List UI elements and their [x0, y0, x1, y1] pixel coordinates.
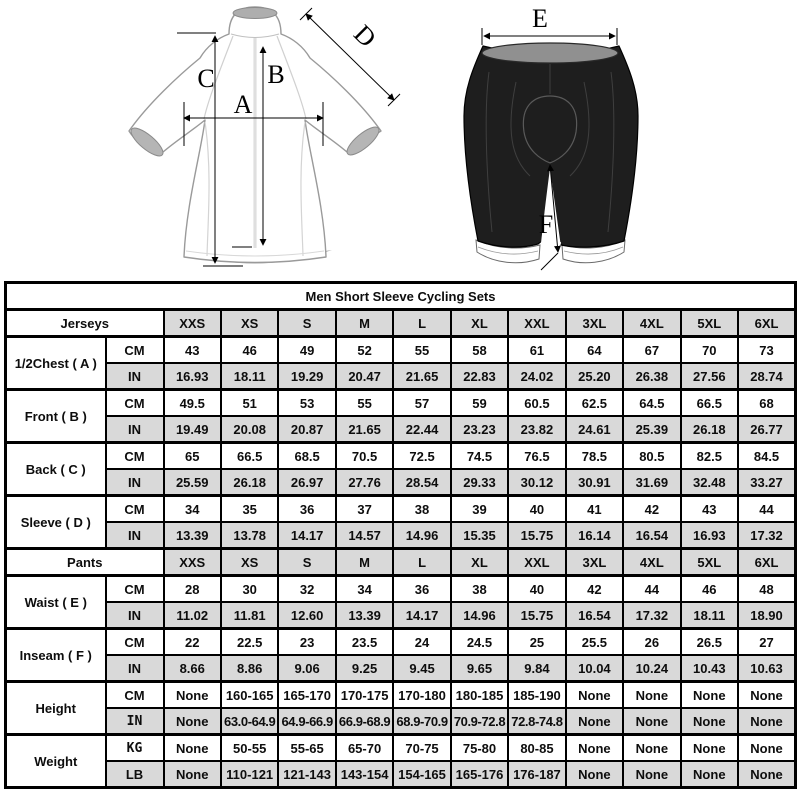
value-cell: 65-70: [336, 735, 393, 762]
value-cell: 15.35: [451, 522, 508, 549]
value-cell: 14.96: [393, 522, 450, 549]
value-cell: 80.5: [623, 443, 680, 470]
jersey-neck-opening: [233, 8, 277, 19]
unit-cell: IN: [106, 655, 164, 682]
value-cell: 14.96: [451, 602, 508, 629]
value-cell: 8.86: [221, 655, 278, 682]
value-cell: 154-165: [393, 761, 450, 788]
measure-label-b: B: [267, 60, 285, 89]
value-cell: 40: [508, 496, 565, 523]
value-cell: None: [566, 735, 623, 762]
value-cell: 18.90: [738, 602, 795, 629]
value-cell: None: [738, 708, 795, 735]
row-label-cell: Back ( C ): [6, 443, 106, 496]
value-cell: 27.56: [681, 363, 738, 390]
size-header-cell: 6XL: [738, 549, 795, 576]
value-cell: 80-85: [508, 735, 565, 762]
value-cell: 27: [738, 629, 795, 656]
value-cell: 21.65: [393, 363, 450, 390]
value-cell: 165-170: [278, 682, 335, 709]
value-cell: 10.63: [738, 655, 795, 682]
value-cell: 9.45: [393, 655, 450, 682]
value-cell: 9.06: [278, 655, 335, 682]
value-cell: 23.82: [508, 416, 565, 443]
value-cell: 70: [681, 337, 738, 364]
size-header-cell: L: [393, 310, 450, 337]
value-cell: None: [623, 735, 680, 762]
value-cell: 74.5: [451, 443, 508, 470]
value-cell: 23.5: [336, 629, 393, 656]
value-cell: 50-55: [221, 735, 278, 762]
unit-cell: KG: [106, 735, 164, 762]
size-table: [4, 281, 797, 789]
value-cell: 26.38: [623, 363, 680, 390]
value-cell: 72.8-74.8: [508, 708, 565, 735]
value-cell: 13.39: [164, 522, 221, 549]
value-cell: 8.66: [164, 655, 221, 682]
value-cell: 70.5: [336, 443, 393, 470]
value-cell: 43: [681, 496, 738, 523]
unit-cell: IN: [106, 416, 164, 443]
value-cell: None: [681, 708, 738, 735]
value-cell: None: [681, 735, 738, 762]
unit-cell: IN: [106, 363, 164, 390]
value-cell: 68.9-70.9: [393, 708, 450, 735]
size-header-cell: 4XL: [623, 310, 680, 337]
value-cell: 24.61: [566, 416, 623, 443]
value-cell: 185-190: [508, 682, 565, 709]
measure-label-f: F: [538, 210, 554, 239]
row-label-cell: Sleeve ( D ): [6, 496, 106, 549]
value-cell: 10.43: [681, 655, 738, 682]
value-cell: 28.74: [738, 363, 795, 390]
value-cell: 16.54: [566, 602, 623, 629]
value-cell: None: [164, 735, 221, 762]
value-cell: 180-185: [451, 682, 508, 709]
value-cell: 76.5: [508, 443, 565, 470]
value-cell: 16.54: [623, 522, 680, 549]
figure-canvas: [0, 0, 801, 281]
value-cell: 59: [451, 390, 508, 417]
size-header-cell: 3XL: [566, 549, 623, 576]
value-cell: 14.17: [393, 602, 450, 629]
value-cell: 16.93: [681, 522, 738, 549]
size-header-cell: L: [393, 549, 450, 576]
value-cell: 10.04: [566, 655, 623, 682]
value-cell: 75-80: [451, 735, 508, 762]
row-label-cell: Weight: [6, 735, 106, 788]
value-cell: 176-187: [508, 761, 565, 788]
value-cell: 18.11: [681, 602, 738, 629]
value-cell: 24.02: [508, 363, 565, 390]
size-table-wrap: [4, 281, 797, 789]
value-cell: 43: [164, 337, 221, 364]
value-cell: 53: [278, 390, 335, 417]
value-cell: 49: [278, 337, 335, 364]
value-cell: 23.23: [451, 416, 508, 443]
value-cell: None: [566, 682, 623, 709]
value-cell: 25.59: [164, 469, 221, 496]
size-header-cell: XXS: [164, 549, 221, 576]
value-cell: 64: [566, 337, 623, 364]
value-cell: 35: [221, 496, 278, 523]
value-cell: 44: [738, 496, 795, 523]
unit-cell: CM: [106, 682, 164, 709]
value-cell: 170-175: [336, 682, 393, 709]
value-cell: 19.49: [164, 416, 221, 443]
value-cell: 121-143: [278, 761, 335, 788]
value-cell: 26.18: [681, 416, 738, 443]
value-cell: 34: [164, 496, 221, 523]
unit-cell: CM: [106, 390, 164, 417]
value-cell: 165-176: [451, 761, 508, 788]
value-cell: 70-75: [393, 735, 450, 762]
size-header-cell: XS: [221, 310, 278, 337]
size-header-cell: S: [278, 549, 335, 576]
value-cell: 14.17: [278, 522, 335, 549]
value-cell: 30.12: [508, 469, 565, 496]
value-cell: None: [738, 682, 795, 709]
value-cell: 39: [451, 496, 508, 523]
value-cell: 38: [451, 576, 508, 603]
measurement-figures: [0, 0, 801, 281]
value-cell: 11.81: [221, 602, 278, 629]
value-cell: 67: [623, 337, 680, 364]
row-label-cell: Inseam ( F ): [6, 629, 106, 682]
measure-label-d: D: [348, 19, 382, 53]
value-cell: 55-65: [278, 735, 335, 762]
value-cell: 24.5: [451, 629, 508, 656]
value-cell: 26.18: [221, 469, 278, 496]
value-cell: 9.65: [451, 655, 508, 682]
value-cell: 21.65: [336, 416, 393, 443]
value-cell: 46: [221, 337, 278, 364]
value-cell: 64.9-66.9: [278, 708, 335, 735]
value-cell: 49.5: [164, 390, 221, 417]
value-cell: 11.02: [164, 602, 221, 629]
value-cell: 25.39: [623, 416, 680, 443]
value-cell: 110-121: [221, 761, 278, 788]
value-cell: 12.60: [278, 602, 335, 629]
value-cell: 66.5: [221, 443, 278, 470]
unit-cell: LB: [106, 761, 164, 788]
size-header-cell: XXS: [164, 310, 221, 337]
value-cell: 62.5: [566, 390, 623, 417]
value-cell: 28: [164, 576, 221, 603]
value-cell: None: [623, 682, 680, 709]
value-cell: 34: [336, 576, 393, 603]
value-cell: 16.14: [566, 522, 623, 549]
value-cell: 32.48: [681, 469, 738, 496]
value-cell: 55: [393, 337, 450, 364]
value-cell: 9.84: [508, 655, 565, 682]
value-cell: 10.24: [623, 655, 680, 682]
value-cell: 13.78: [221, 522, 278, 549]
value-cell: 17.32: [738, 522, 795, 549]
value-cell: 9.25: [336, 655, 393, 682]
size-header-cell: S: [278, 310, 335, 337]
value-cell: 82.5: [681, 443, 738, 470]
value-cell: 16.93: [164, 363, 221, 390]
value-cell: None: [164, 708, 221, 735]
size-header-cell: M: [336, 310, 393, 337]
value-cell: 33.27: [738, 469, 795, 496]
value-cell: 44: [623, 576, 680, 603]
value-cell: 27.76: [336, 469, 393, 496]
value-cell: None: [681, 682, 738, 709]
size-header-cell: 4XL: [623, 549, 680, 576]
measure-label-c: C: [197, 64, 215, 93]
value-cell: 52: [336, 337, 393, 364]
value-cell: None: [738, 735, 795, 762]
value-cell: 58: [451, 337, 508, 364]
value-cell: 65: [164, 443, 221, 470]
unit-cell: CM: [106, 443, 164, 470]
value-cell: None: [566, 761, 623, 788]
value-cell: 13.39: [336, 602, 393, 629]
value-cell: 160-165: [221, 682, 278, 709]
value-cell: 72.5: [393, 443, 450, 470]
value-cell: 18.11: [221, 363, 278, 390]
value-cell: 51: [221, 390, 278, 417]
size-header-cell: XXL: [508, 549, 565, 576]
row-label-cell: Height: [6, 682, 106, 735]
value-cell: 23: [278, 629, 335, 656]
value-cell: None: [681, 761, 738, 788]
value-cell: 66.9-68.9: [336, 708, 393, 735]
value-cell: None: [164, 761, 221, 788]
value-cell: 40: [508, 576, 565, 603]
value-cell: 17.32: [623, 602, 680, 629]
size-header-cell: XXL: [508, 310, 565, 337]
shorts-waistband: [482, 43, 618, 63]
value-cell: 170-180: [393, 682, 450, 709]
value-cell: 25.20: [566, 363, 623, 390]
unit-cell: CM: [106, 496, 164, 523]
value-cell: 66.5: [681, 390, 738, 417]
value-cell: None: [566, 708, 623, 735]
unit-cell: IN: [106, 602, 164, 629]
value-cell: 57: [393, 390, 450, 417]
value-cell: 25.5: [566, 629, 623, 656]
size-header-cell: 5XL: [681, 549, 738, 576]
value-cell: 22.44: [393, 416, 450, 443]
unit-cell: CM: [106, 337, 164, 364]
unit-cell: CM: [106, 629, 164, 656]
value-cell: 15.75: [508, 522, 565, 549]
value-cell: 61: [508, 337, 565, 364]
value-cell: 68.5: [278, 443, 335, 470]
value-cell: 48: [738, 576, 795, 603]
value-cell: None: [623, 761, 680, 788]
value-cell: None: [738, 761, 795, 788]
value-cell: 22: [164, 629, 221, 656]
value-cell: 42: [566, 576, 623, 603]
value-cell: 84.5: [738, 443, 795, 470]
measure-label-a: A: [233, 90, 253, 119]
value-cell: 73: [738, 337, 795, 364]
value-cell: None: [623, 708, 680, 735]
value-cell: 143-154: [336, 761, 393, 788]
value-cell: 29.33: [451, 469, 508, 496]
unit-cell: CM: [106, 576, 164, 603]
value-cell: 26: [623, 629, 680, 656]
row-label-cell: 1/2Chest ( A ): [6, 337, 106, 390]
value-cell: 25: [508, 629, 565, 656]
value-cell: 20.47: [336, 363, 393, 390]
value-cell: 20.08: [221, 416, 278, 443]
value-cell: 64.5: [623, 390, 680, 417]
table-title: Men Short Sleeve Cycling Sets: [6, 283, 796, 310]
value-cell: 70.9-72.8: [451, 708, 508, 735]
value-cell: 14.57: [336, 522, 393, 549]
value-cell: 26.97: [278, 469, 335, 496]
value-cell: 60.5: [508, 390, 565, 417]
size-header-cell: 3XL: [566, 310, 623, 337]
measure-label-e: E: [532, 4, 548, 33]
value-cell: 22.5: [221, 629, 278, 656]
value-cell: 22.83: [451, 363, 508, 390]
value-cell: 30.91: [566, 469, 623, 496]
unit-cell: IN: [106, 708, 164, 735]
size-header-cell: 6XL: [738, 310, 795, 337]
row-label-cell: Waist ( E ): [6, 576, 106, 629]
size-table-body: [6, 283, 796, 788]
group-header-cell-pants: Pants: [6, 549, 164, 576]
value-cell: 26.77: [738, 416, 795, 443]
group-header-cell-jerseys: Jerseys: [6, 310, 164, 337]
size-header-cell: XS: [221, 549, 278, 576]
value-cell: None: [164, 682, 221, 709]
row-label-cell: Front ( B ): [6, 390, 106, 443]
jersey-figure: [127, 7, 383, 264]
value-cell: 26.5: [681, 629, 738, 656]
value-cell: 36: [393, 576, 450, 603]
value-cell: 20.87: [278, 416, 335, 443]
size-header-cell: M: [336, 549, 393, 576]
unit-cell: IN: [106, 469, 164, 496]
value-cell: 37: [336, 496, 393, 523]
value-cell: 19.29: [278, 363, 335, 390]
value-cell: 46: [681, 576, 738, 603]
value-cell: 63.0-64.9: [221, 708, 278, 735]
value-cell: 31.69: [623, 469, 680, 496]
value-cell: 55: [336, 390, 393, 417]
value-cell: 28.54: [393, 469, 450, 496]
size-header-cell: 5XL: [681, 310, 738, 337]
unit-cell: IN: [106, 522, 164, 549]
size-header-cell: XL: [451, 310, 508, 337]
value-cell: 38: [393, 496, 450, 523]
value-cell: 24: [393, 629, 450, 656]
value-cell: 32: [278, 576, 335, 603]
size-header-cell: XL: [451, 549, 508, 576]
value-cell: 15.75: [508, 602, 565, 629]
value-cell: 41: [566, 496, 623, 523]
value-cell: 68: [738, 390, 795, 417]
value-cell: 30: [221, 576, 278, 603]
value-cell: 36: [278, 496, 335, 523]
value-cell: 42: [623, 496, 680, 523]
value-cell: 78.5: [566, 443, 623, 470]
